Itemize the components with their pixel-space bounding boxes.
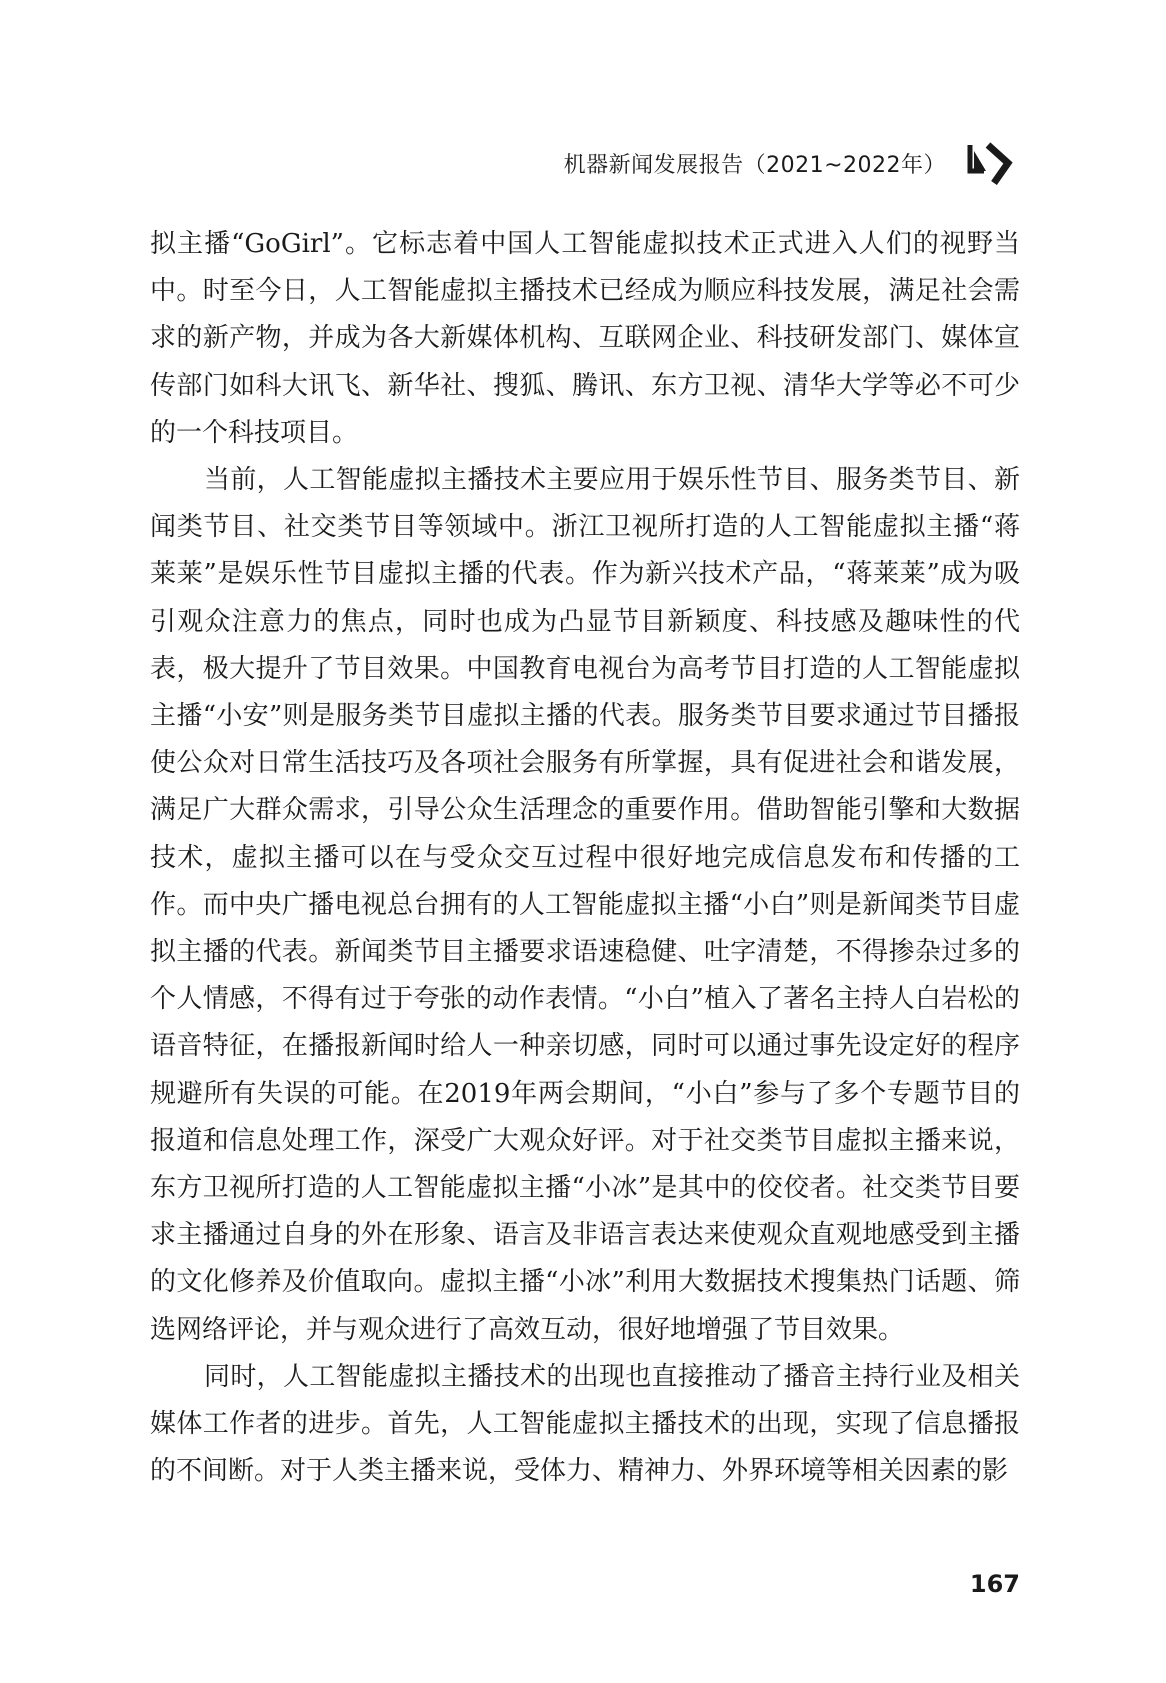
body-text: [150, 221, 1020, 1495]
paragraph: 同时，人工智能虚拟主播技术的出现也直接推动了播音主持行业及相关媒体工作者的进步。首先，人工智能虚拟主播技术的出现，实现了信息播报的不间断。对于人类主播来说，受体力、精神力、外界环境等相关因素的影: [150, 1361, 1020, 1487]
running-header: 机器新闻发展报告（2021~2022年）: [563, 153, 946, 178]
chapter-arrow-icon: [966, 141, 1018, 187]
page-number: 167: [969, 1570, 1020, 1598]
paragraph: 当前，人工智能虚拟主播技术主要应用于娱乐性节目、服务类节目、新闻类节目、社交类节目等领域中。浙江卫视所打造的人工智能虚拟主播“蒋莱莱”是娱乐性节目虚拟主播的代表。作为新兴技术产品，“蒋莱莱”成为吸引观众注意力的焦点，同时也成为凸显节目新颖度、科技感及趣味性的代表，极大提升了节目效果。中国教育电视台为高考节目打造的人工智能虚拟主播“小安”则是服务类节目虚拟主播的代表。服务类节目要求通过节目播报使公众对日常生活技巧及各项社会服务有所掌握，具有促进社会和谐发展，满足广大群众需求，引导公众生活理念的重要作用。借助智能引擎和大数据技术，虚拟主播可以在与受众交互过程中很好地完成信息发布和传播的工作。而中央广播电视总台拥有的人工智能虚拟主播“小白”则是新闻类节目虚拟主播的代表。新闻类节目主播要求语速稳健、吐字清楚，不得掺杂过多的个人情感，不得有过于夸张的动作表情。“小白”植入了著名主持人白岩松的语音特征，在播报新闻时给人一种亲切感，同时可以通过事先设定好的程序规避所有失误的可能。在2019年两会期间，“小白”参与了多个专题节目的报道和信息处理工作，深受广大观众好评。对于社交类节目虚拟主播来说，东方卫视所打造的人工智能虚拟主播“小冰”是其中的佼佼者。社交类节目要求主播通过自身的外在形象、语言及非语言表达来使观众直观地感受到主播的文化修养及价值取向。虚拟主播“小冰”利用大数据技术搜集热门话题、筛选网络评论，并与观众进行了高效互动，很好地增强了节目效果。: [150, 465, 1020, 1345]
paragraph-continued: 拟主播“GoGirl”。它标志着中国人工智能虚拟技术正式进入人们的视野当中。时至今日，人工智能虚拟主播技术已经成为顺应科技发展，满足社会需求的新产物，并成为各大新媒体机构、互联网企业、科技研发部门、媒体宣传部门如科大讯飞、新华社、搜狐、腾讯、东方卫视、清华大学等必不可少的一个科技项目。: [150, 229, 1020, 448]
